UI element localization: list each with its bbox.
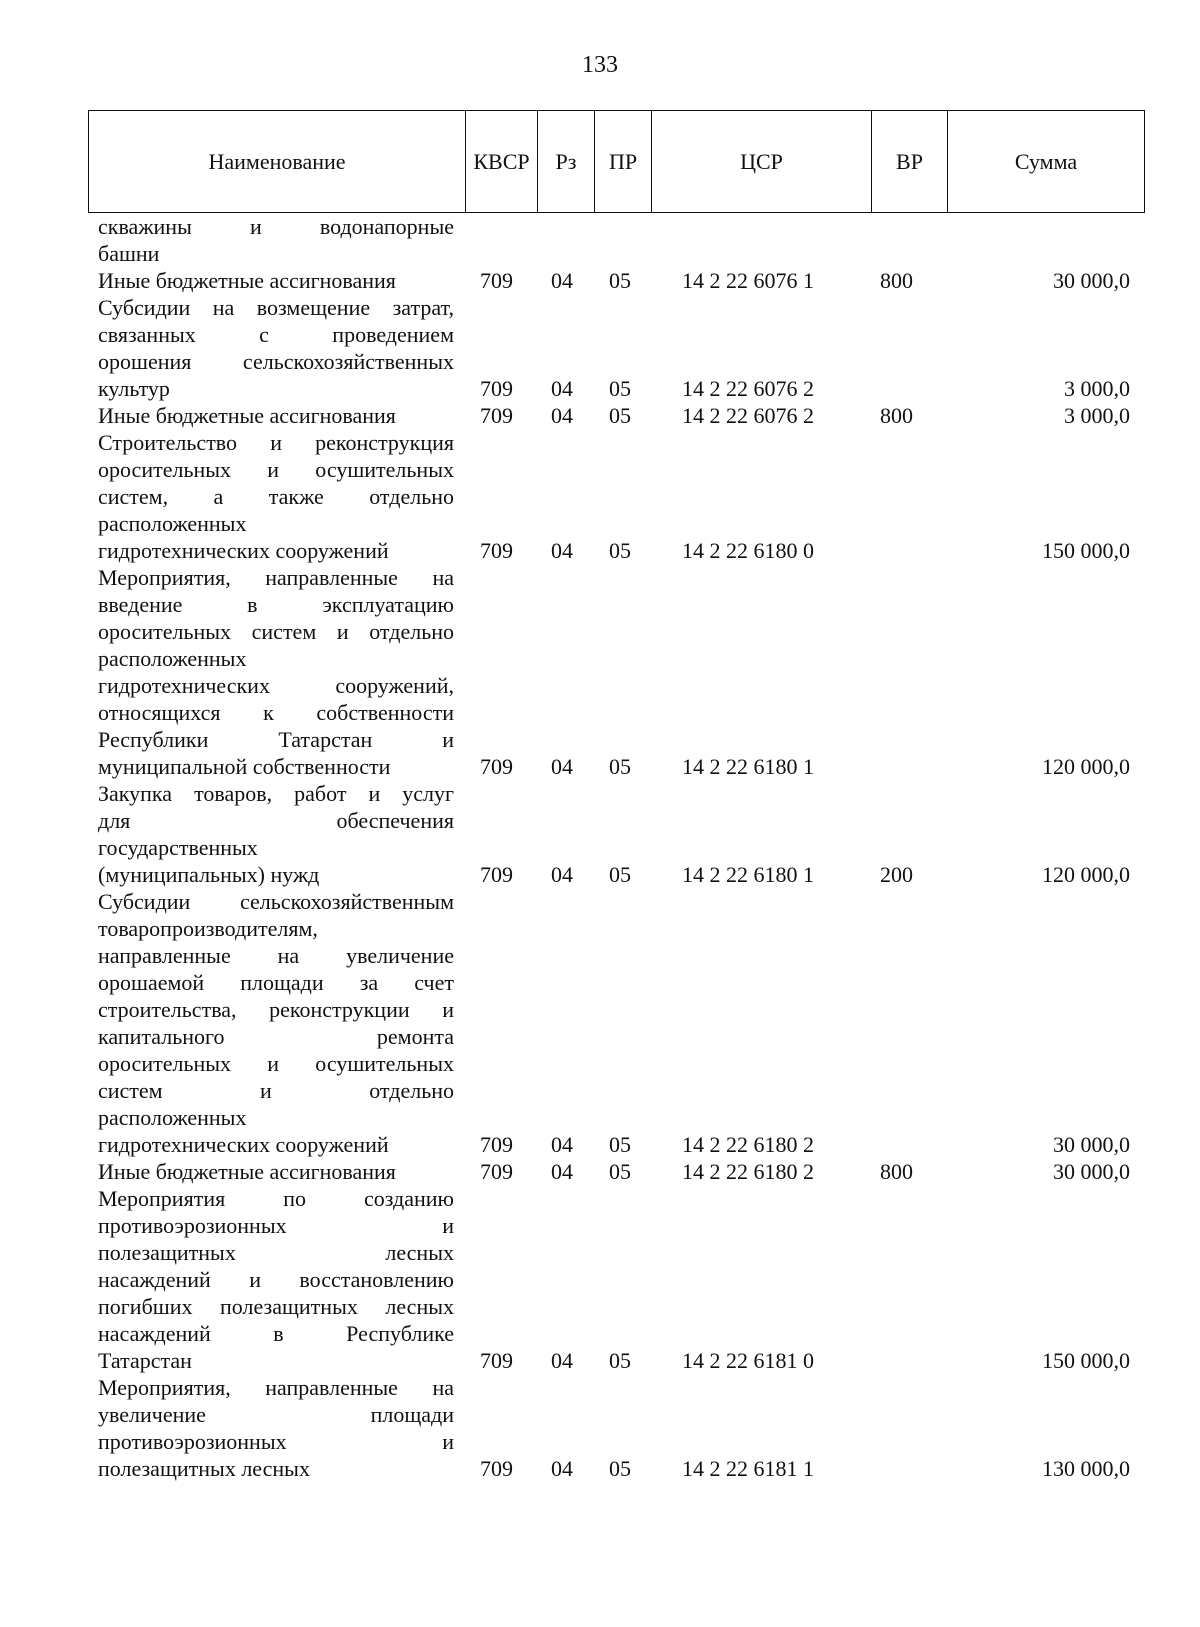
row-csr: 14 2 22 6180 1 xyxy=(682,754,814,779)
row-name-line: орошаемой площади за счет xyxy=(98,970,454,995)
column-header-rz: Рз xyxy=(538,111,595,212)
row-name-line: государственных xyxy=(98,835,258,860)
row-name-line: (муниципальных) нужд xyxy=(98,862,320,887)
row-name-line: скважины и водонапорные xyxy=(98,214,454,239)
row-name-line: полезащитных лесных xyxy=(98,1456,310,1481)
table-row xyxy=(0,267,1200,294)
row-kvsr: 709 xyxy=(480,1348,513,1373)
row-csr: 14 2 22 6181 1 xyxy=(682,1456,814,1481)
row-csr: 14 2 22 6076 2 xyxy=(682,376,814,401)
row-values xyxy=(0,1158,1200,1185)
row-name-line: культур xyxy=(98,376,170,401)
row-name-line: гидротехнических сооружений, xyxy=(98,673,454,698)
row-sum: 150 000,0 xyxy=(1042,538,1130,563)
row-name-line: насаждений в Республике xyxy=(98,1321,454,1346)
table-row xyxy=(0,294,1200,402)
row-sum: 150 000,0 xyxy=(1042,1348,1130,1373)
row-name-line: направленные на увеличение xyxy=(98,943,454,968)
row-name-line: Мероприятия по созданию xyxy=(98,1186,454,1211)
row-sum: 120 000,0 xyxy=(1042,754,1130,779)
row-name-line: муниципальной собственности xyxy=(98,754,391,779)
row-name-line: увеличение площади xyxy=(98,1402,454,1427)
row-name-line: оросительных систем и отдельно xyxy=(98,619,454,644)
row-vr: 800 xyxy=(880,1159,913,1184)
row-pr: 05 xyxy=(609,1132,631,1157)
row-name-line: погибших полезащитных лесных xyxy=(98,1294,454,1319)
row-kvsr: 709 xyxy=(480,538,513,563)
row-vr: 200 xyxy=(880,862,913,887)
row-rz: 04 xyxy=(551,538,573,563)
row-name xyxy=(98,1185,454,1374)
row-sum: 130 000,0 xyxy=(1042,1456,1130,1481)
row-pr: 05 xyxy=(609,268,631,293)
row-rz: 04 xyxy=(551,1159,573,1184)
row-pr: 05 xyxy=(609,538,631,563)
row-csr: 14 2 22 6180 2 xyxy=(682,1159,814,1184)
row-kvsr: 709 xyxy=(480,1456,513,1481)
row-name-line: Иные бюджетные ассигнования xyxy=(98,1159,396,1184)
row-name-line: систем и отдельно xyxy=(98,1078,454,1103)
row-values xyxy=(0,375,1200,402)
row-name-line: насаждений и восстановлению xyxy=(98,1267,454,1292)
row-name-line: оросительных и осушительных xyxy=(98,1051,454,1076)
row-csr: 14 2 22 6076 1 xyxy=(682,268,814,293)
table-row xyxy=(0,888,1200,1158)
row-name-line: гидротехнических сооружений xyxy=(98,1132,389,1157)
row-name-line: башни xyxy=(98,241,160,266)
row-name-line: Субсидии сельскохозяйственным xyxy=(98,889,454,914)
row-name-line: расположенных xyxy=(98,646,247,671)
row-name-line: Мероприятия, направленные на xyxy=(98,565,454,590)
row-values xyxy=(0,240,1200,267)
row-name-line: для обеспечения xyxy=(98,808,454,833)
column-header-kvsr: КВСР xyxy=(466,111,538,212)
row-name-line: относящихся к собственности xyxy=(98,700,454,725)
row-name-line: гидротехнических сооружений xyxy=(98,538,389,563)
row-name-line: систем, а также отдельно xyxy=(98,484,454,509)
table-body xyxy=(0,213,1200,1482)
row-rz: 04 xyxy=(551,1348,573,1373)
row-name-line: противоэрозионных и xyxy=(98,1213,454,1238)
row-name-line: товаропроизводителям, xyxy=(98,916,318,941)
table-header xyxy=(88,110,1145,213)
row-kvsr: 709 xyxy=(480,1132,513,1157)
row-values xyxy=(0,402,1200,429)
row-name-line: Республики Татарстан и xyxy=(98,727,454,752)
table-row xyxy=(0,1158,1200,1185)
row-rz: 04 xyxy=(551,1132,573,1157)
row-sum: 3 000,0 xyxy=(1064,403,1130,428)
row-rz: 04 xyxy=(551,403,573,428)
row-name-line: орошения сельскохозяйственных xyxy=(98,349,454,374)
row-csr: 14 2 22 6076 2 xyxy=(682,403,814,428)
row-vr: 800 xyxy=(880,403,913,428)
table-row xyxy=(0,213,1200,267)
row-kvsr: 709 xyxy=(480,268,513,293)
row-pr: 05 xyxy=(609,403,631,428)
row-kvsr: 709 xyxy=(480,403,513,428)
page-number: 133 xyxy=(582,52,618,78)
row-name-line: введение в эксплуатацию xyxy=(98,592,454,617)
table-row xyxy=(0,1374,1200,1482)
row-pr: 05 xyxy=(609,376,631,401)
row-csr: 14 2 22 6180 2 xyxy=(682,1132,814,1157)
row-name xyxy=(98,888,454,1158)
row-rz: 04 xyxy=(551,1456,573,1481)
row-values xyxy=(0,1455,1200,1482)
row-name-line: противоэрозионных и xyxy=(98,1429,454,1454)
table-row xyxy=(0,564,1200,780)
row-name-line: полезащитных лесных xyxy=(98,1240,454,1265)
table-row xyxy=(0,1185,1200,1374)
row-name-line: Субсидии на возмещение затрат, xyxy=(98,295,454,320)
table-row xyxy=(0,780,1200,888)
row-sum: 120 000,0 xyxy=(1042,862,1130,887)
row-name-line: оросительных и осушительных xyxy=(98,457,454,482)
row-values xyxy=(0,267,1200,294)
row-pr: 05 xyxy=(609,1456,631,1481)
row-name-line: Строительство и реконструкция xyxy=(98,430,454,455)
row-rz: 04 xyxy=(551,376,573,401)
row-name-line: Мероприятия, направленные на xyxy=(98,1375,454,1400)
column-header-name: Наименование xyxy=(89,111,466,212)
row-values xyxy=(0,1347,1200,1374)
table-row xyxy=(0,402,1200,429)
row-pr: 05 xyxy=(609,1348,631,1373)
row-rz: 04 xyxy=(551,754,573,779)
row-sum: 30 000,0 xyxy=(1053,1159,1130,1184)
row-values xyxy=(0,1131,1200,1158)
table-row xyxy=(0,429,1200,564)
row-csr: 14 2 22 6180 0 xyxy=(682,538,814,563)
column-header-vr: ВР xyxy=(872,111,948,212)
row-pr: 05 xyxy=(609,754,631,779)
row-sum: 30 000,0 xyxy=(1053,268,1130,293)
row-name-line: Татарстан xyxy=(98,1348,192,1373)
row-sum: 30 000,0 xyxy=(1053,1132,1130,1157)
row-kvsr: 709 xyxy=(480,376,513,401)
row-name-line: капитального ремонта xyxy=(98,1024,454,1049)
row-name-line: Закупка товаров, работ и услуг xyxy=(98,781,454,806)
row-kvsr: 709 xyxy=(480,754,513,779)
row-name-line: Иные бюджетные ассигнования xyxy=(98,268,396,293)
column-header-pr: ПР xyxy=(595,111,652,212)
row-kvsr: 709 xyxy=(480,1159,513,1184)
row-sum: 3 000,0 xyxy=(1064,376,1130,401)
row-csr: 14 2 22 6180 1 xyxy=(682,862,814,887)
column-header-csr: ЦСР xyxy=(652,111,872,212)
row-values xyxy=(0,537,1200,564)
row-vr: 800 xyxy=(880,268,913,293)
row-kvsr: 709 xyxy=(480,862,513,887)
row-csr: 14 2 22 6181 0 xyxy=(682,1348,814,1373)
row-rz: 04 xyxy=(551,862,573,887)
row-values xyxy=(0,753,1200,780)
row-name-line: Иные бюджетные ассигнования xyxy=(98,403,396,428)
column-header-sum: Сумма xyxy=(1014,148,1078,174)
row-name-line: расположенных xyxy=(98,1105,247,1130)
row-pr: 05 xyxy=(609,1159,631,1184)
row-name-line: расположенных xyxy=(98,511,247,536)
row-name-line: строительства, реконструкции и xyxy=(98,997,454,1022)
row-pr: 05 xyxy=(609,862,631,887)
row-name xyxy=(98,564,454,780)
row-rz: 04 xyxy=(551,268,573,293)
row-name-line: связанных с проведением xyxy=(98,322,454,347)
row-values xyxy=(0,861,1200,888)
